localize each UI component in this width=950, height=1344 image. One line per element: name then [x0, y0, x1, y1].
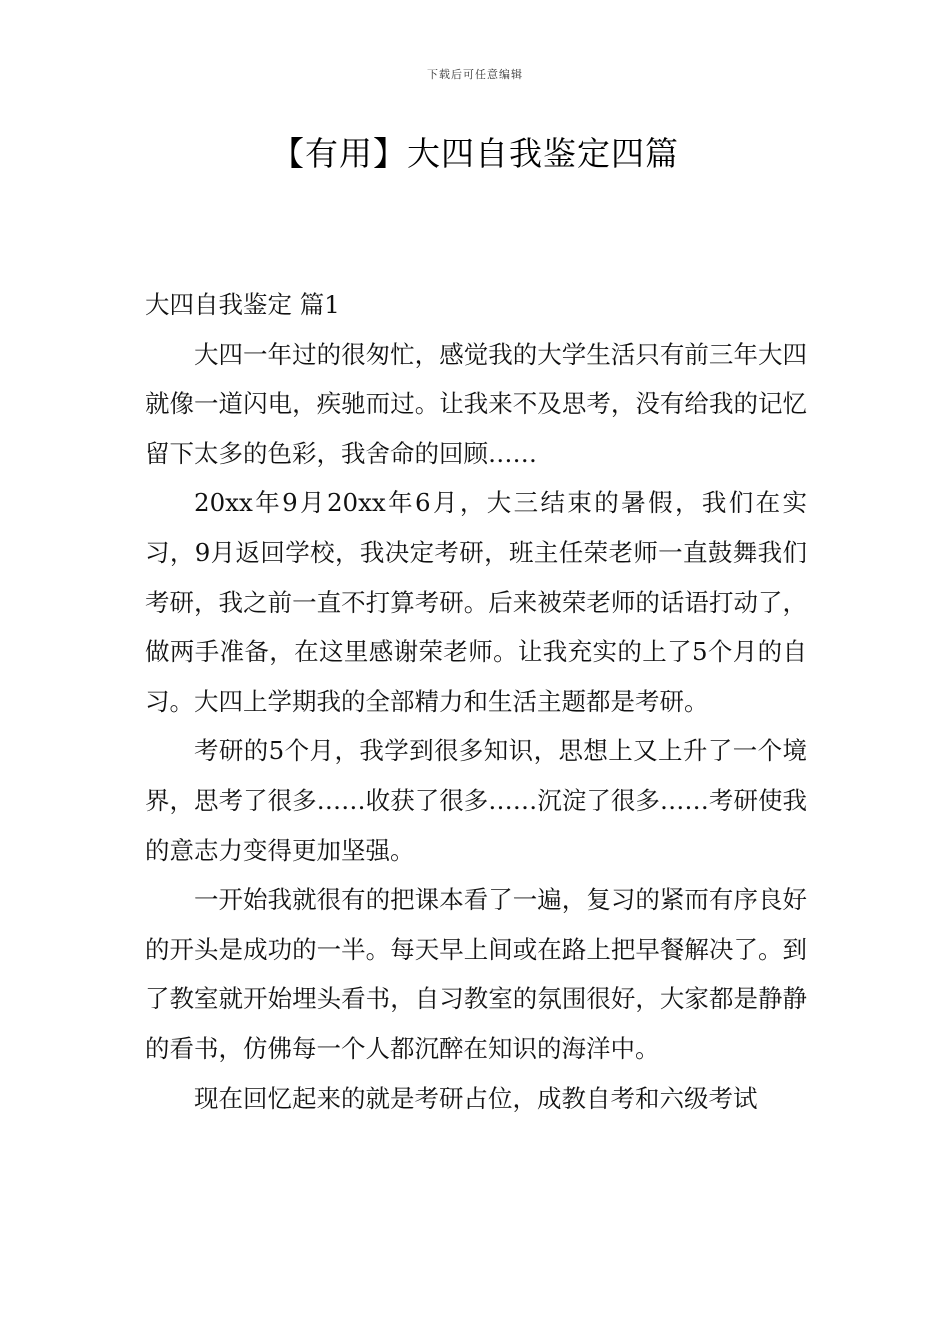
paragraph: 考研的5个月，我学到很多知识，思想上又上升了一个境界，思考了很多……收获了很多……沉淀了很多……考研使我的意志力变得更加坚强。	[145, 736, 807, 865]
document-title: 【有用】大四自我鉴定四篇	[271, 134, 679, 173]
paragraph: 20xx年9月20xx年6月，大三结束的暑假，我们在实习，9月返回学校，我决定考研，班主任荣老师一直鼓舞我们考研，我之前一直不打算考研。后来被荣老师的话语打动了，做两手准备，在这里感谢荣老师。让我充实的上了5个月的自习。大四上学期我的全部精力和生活主题都是考研。	[145, 488, 807, 716]
paragraph: 大四一年过的很匆忙，感觉我的大学生活只有前三年大四就像一道闪电，疾驰而过。让我来不及思考，没有给我的记忆留下太多的色彩，我舍命的回顾……	[145, 339, 807, 468]
document-body	[145, 280, 807, 1123]
paragraph: 现在回忆起来的就是考研占位，成教自考和六级考试	[194, 1083, 758, 1113]
paragraph: 一开始我就很有的把课本看了一遍，复习的紧而有序良好的开头是成功的一半。每天早上间或在路上把早餐解决了。到了教室就开始埋头看书，自习教室的氛围很好，大家都是静静的看书，仿佛每一个人都沉醉在知识的海洋中。	[145, 885, 807, 1063]
section-heading: 大四自我鉴定 篇1	[145, 290, 340, 319]
header-note: 下载后可任意编辑	[427, 68, 523, 81]
